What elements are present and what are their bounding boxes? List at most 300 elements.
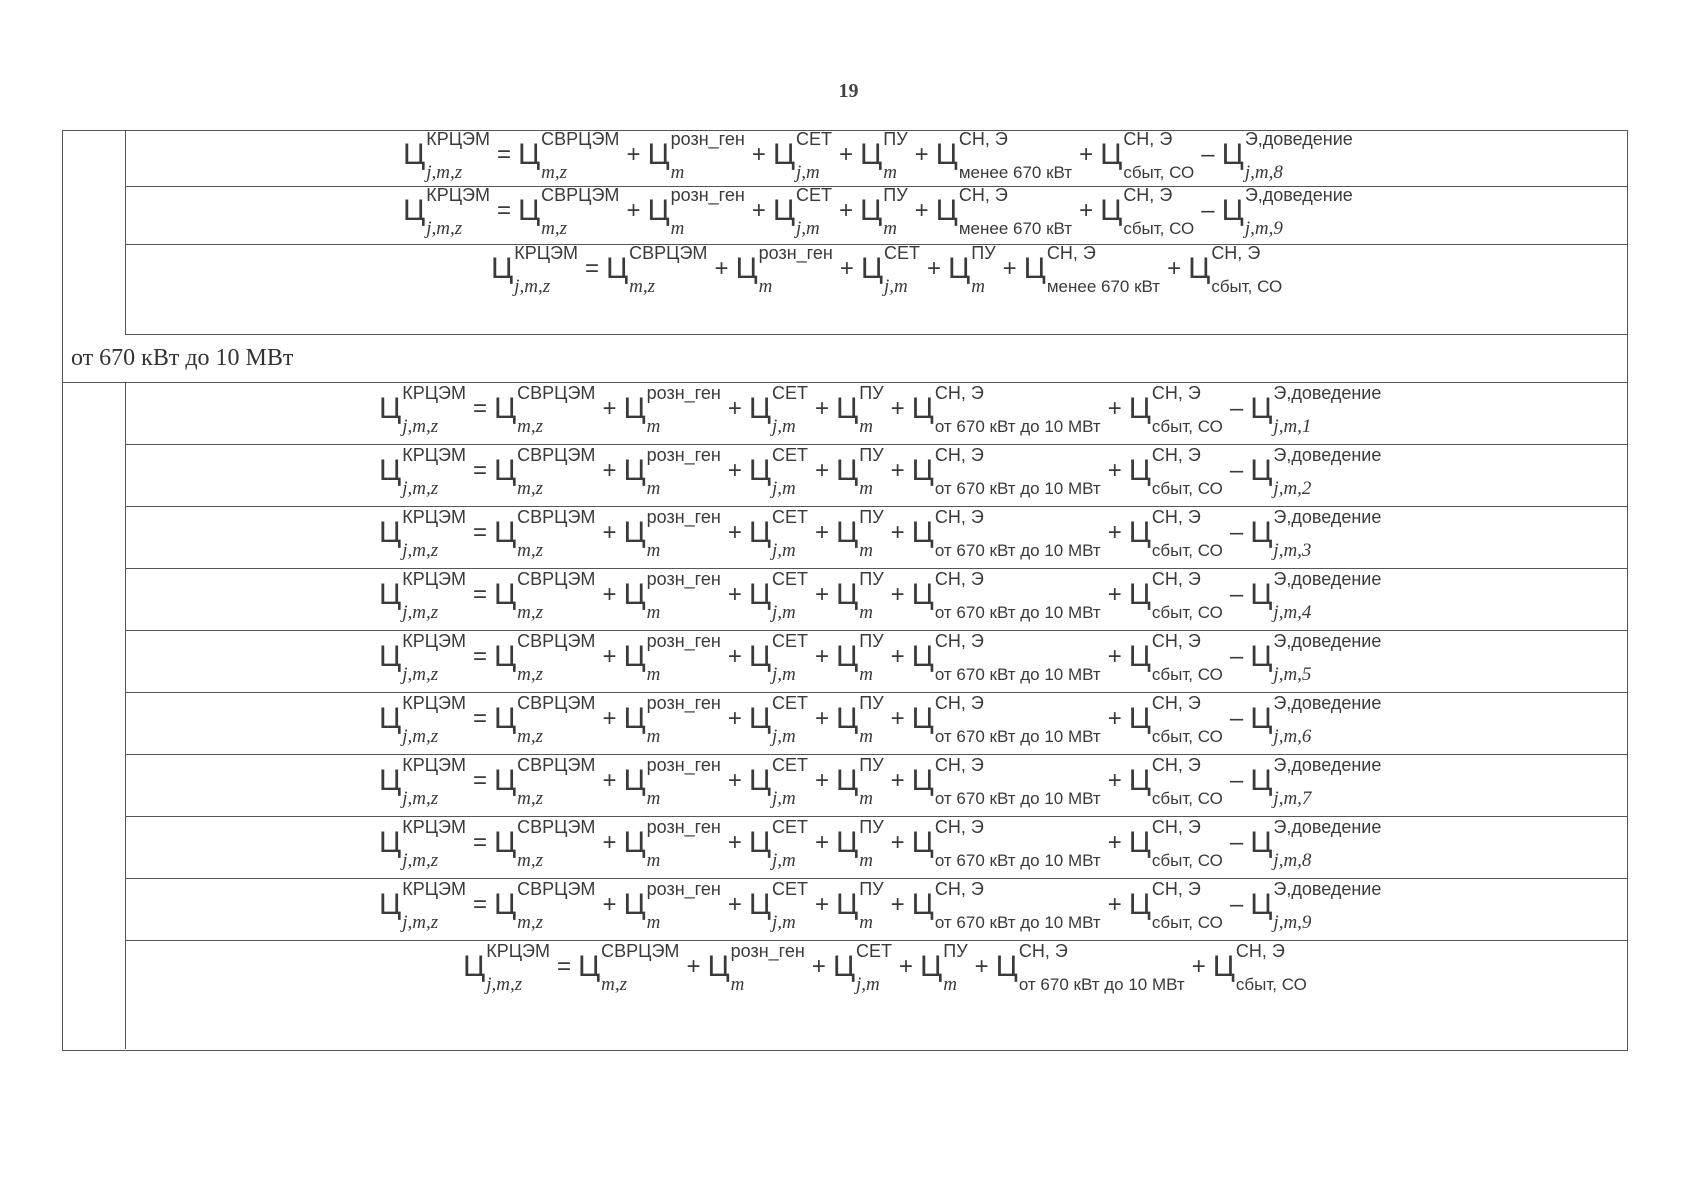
operator-plus: + (815, 829, 830, 856)
term-base: Ц (1128, 640, 1151, 673)
term-base: Ц (493, 392, 517, 425)
term-base: Ц (1128, 764, 1151, 797)
term-superscript: СН, Э (1123, 129, 1173, 149)
term-subscript: m,z (517, 416, 544, 437)
term-base: Ц (935, 138, 958, 171)
formula-term (748, 383, 809, 437)
term-base: Ц (623, 764, 646, 797)
formula-term (1250, 445, 1382, 499)
formula-term (860, 243, 921, 297)
term-superscript: СВРЦЭМ (517, 631, 596, 651)
term-subscript: m,z (517, 726, 544, 747)
formula-term (379, 383, 466, 437)
term-superscript: СН, Э (1235, 941, 1285, 961)
term-subscript: j,m,z (402, 726, 439, 747)
term-base: Ц (836, 888, 859, 921)
term-superscript: КРЦЭМ (426, 185, 490, 205)
term-superscript: ПУ (859, 879, 884, 899)
term-superscript: СН, Э (934, 383, 984, 403)
term-superscript: розн_ген (646, 507, 721, 527)
operator-plus: + (727, 581, 742, 608)
term-superscript: СВРЦЭМ (517, 693, 596, 713)
formula-term (735, 243, 833, 297)
term-superscript: СН, Э (1151, 445, 1201, 465)
operator-eq: = (472, 705, 487, 732)
term-subscript: j,m,4 (1273, 602, 1312, 623)
term-superscript: СЕТ (796, 129, 833, 149)
term-base: Ц (911, 516, 934, 549)
term-base: Ц (1250, 392, 1273, 425)
term-subscript: от 670 кВт до 10 МВт (934, 603, 1101, 622)
operator-plus: + (1107, 519, 1122, 546)
term-base: Ц (748, 454, 772, 487)
operator-plus: + (815, 891, 830, 918)
term-superscript: СН, Э (934, 817, 984, 837)
term-superscript: розн_ген (758, 243, 833, 263)
operator-eq: = (556, 953, 571, 980)
term-base: Ц (577, 950, 601, 983)
term-base: Ц (1128, 826, 1151, 859)
formula-term (836, 569, 884, 623)
term-superscript: СН, Э (1151, 569, 1201, 589)
term-subscript: от 670 кВт до 10 МВт (1018, 975, 1185, 994)
term-superscript: СВРЦЭМ (541, 185, 620, 205)
term-superscript: Э,доведение (1273, 631, 1382, 651)
formula-term (493, 569, 596, 623)
formula-term (1100, 185, 1195, 238)
term-subscript: m (646, 726, 661, 747)
term-superscript: СВРЦЭМ (517, 755, 596, 775)
term-base: Ц (379, 640, 402, 673)
term-superscript: СЕТ (772, 383, 809, 403)
term-subscript: от 670 кВт до 10 МВт (934, 541, 1101, 560)
formula-term (623, 569, 721, 623)
term-base: Ц (707, 950, 730, 983)
term-base: Ц (1128, 888, 1151, 921)
term-subscript: от 670 кВт до 10 МВт (934, 665, 1101, 684)
operator-plus: + (1079, 141, 1094, 168)
term-subscript: m (646, 912, 661, 933)
term-subscript: j,m (772, 540, 796, 561)
term-superscript: КРЦЭМ (402, 631, 466, 651)
term-superscript: СН, Э (1151, 693, 1201, 713)
term-superscript: СН, Э (1151, 507, 1201, 527)
formula-term (517, 129, 620, 183)
term-superscript: Э,доведение (1273, 817, 1382, 837)
formula-term (748, 879, 809, 933)
term-base: Ц (836, 764, 859, 797)
operator-minus: – (1201, 141, 1215, 168)
term-subscript: m (859, 788, 873, 809)
operator-plus: + (890, 643, 905, 670)
term-subscript: j,m,z (402, 664, 439, 685)
operator-plus: + (602, 581, 617, 608)
term-superscript: ПУ (859, 383, 884, 403)
term-base: Ц (379, 702, 402, 735)
term-subscript: m,z (517, 850, 544, 871)
term-base: Ц (860, 252, 884, 285)
term-subscript: от 670 кВт до 10 МВт (934, 913, 1101, 932)
formula-term (647, 129, 745, 183)
formula-term (623, 383, 721, 437)
term-subscript: m,z (629, 276, 656, 297)
term-base: Ц (1221, 194, 1244, 227)
term-base: Ц (605, 252, 629, 285)
term-subscript: m (670, 218, 685, 239)
term-base: Ц (995, 950, 1018, 983)
term-superscript: Э,доведение (1273, 879, 1382, 899)
operator-plus: + (815, 395, 830, 422)
term-base: Ц (911, 578, 934, 611)
term-superscript: ПУ (971, 243, 996, 263)
formula-term (623, 445, 721, 499)
term-subscript: m (646, 416, 661, 437)
operator-plus: + (1107, 767, 1122, 794)
operator-plus: + (815, 767, 830, 794)
operator-plus: + (1167, 255, 1182, 282)
term-superscript: СН, Э (1151, 879, 1201, 899)
term-base: Ц (403, 138, 426, 171)
formula-term (1250, 569, 1382, 623)
operator-plus: + (626, 141, 641, 168)
formula-term (1128, 445, 1223, 498)
term-base: Ц (772, 194, 796, 227)
operator-plus: + (686, 953, 701, 980)
term-base: Ц (911, 826, 934, 859)
term-subscript: m (670, 162, 685, 183)
term-subscript: от 670 кВт до 10 МВт (934, 851, 1101, 870)
term-subscript: m (646, 602, 661, 623)
operator-plus: + (899, 953, 914, 980)
term-base: Ц (493, 454, 517, 487)
operator-eq: = (472, 395, 487, 422)
term-subscript: m,z (541, 218, 568, 239)
formula-term (493, 383, 596, 437)
term-base: Ц (379, 392, 402, 425)
term-base: Ц (1250, 888, 1273, 921)
operator-plus: + (1191, 953, 1206, 980)
formula-term (911, 817, 1101, 870)
operator-plus: + (890, 829, 905, 856)
term-subscript: m (859, 726, 873, 747)
term-base: Ц (379, 888, 402, 921)
term-subscript: m,z (517, 664, 544, 685)
term-subscript: менее 670 кВт (958, 163, 1073, 182)
term-subscript: j,m (772, 850, 796, 871)
term-superscript: СН, Э (934, 631, 984, 651)
term-superscript: ПУ (883, 185, 908, 205)
operator-minus: – (1229, 891, 1244, 918)
formula-term (1128, 755, 1223, 808)
formula-term (995, 941, 1185, 994)
formula-term (836, 631, 884, 685)
formula-term (836, 879, 884, 933)
operator-plus: + (1107, 891, 1122, 918)
term-base: Ц (1212, 950, 1235, 983)
term-subscript: от 670 кВт до 10 МВт (934, 727, 1101, 746)
term-superscript: КРЦЭМ (426, 129, 490, 149)
term-superscript: ПУ (859, 693, 884, 713)
term-subscript: сбыт, СО (1151, 851, 1223, 870)
term-superscript: Э,доведение (1273, 383, 1382, 403)
formula-term (860, 129, 908, 183)
term-base: Ц (517, 138, 541, 171)
formula-term (379, 879, 466, 933)
term-base: Ц (735, 252, 758, 285)
term-superscript: ПУ (859, 569, 884, 589)
operator-minus: – (1229, 519, 1244, 546)
term-superscript: СЕТ (796, 185, 833, 205)
term-superscript: ПУ (859, 755, 884, 775)
term-base: Ц (836, 392, 859, 425)
term-subscript: j,m,3 (1273, 540, 1312, 561)
formula-term (911, 569, 1101, 622)
operator-plus: + (890, 457, 905, 484)
term-subscript: m,z (517, 788, 544, 809)
formula-term (1212, 941, 1307, 994)
term-subscript: m,z (541, 162, 568, 183)
term-superscript: СВРЦЭМ (517, 445, 596, 465)
term-subscript: j,m,5 (1273, 664, 1312, 685)
term-subscript: m (859, 602, 873, 623)
term-subscript: менее 670 кВт (1046, 277, 1161, 296)
term-subscript: m (758, 276, 773, 297)
term-superscript: Э,доведение (1273, 755, 1382, 775)
term-superscript: розн_ген (670, 129, 745, 149)
term-subscript: m (859, 416, 873, 437)
term-superscript: СВРЦЭМ (517, 569, 596, 589)
term-base: Ц (1128, 392, 1151, 425)
term-base: Ц (911, 640, 934, 673)
term-superscript: розн_ген (646, 383, 721, 403)
term-superscript: ПУ (859, 507, 884, 527)
term-subscript: m,z (517, 478, 544, 499)
term-base: Ц (836, 454, 859, 487)
term-subscript: сбыт, СО (1123, 163, 1195, 182)
formula-term (1128, 383, 1223, 436)
term-base: Ц (623, 888, 646, 921)
operator-plus: + (751, 197, 766, 224)
term-superscript: Э,доведение (1273, 445, 1382, 465)
operator-plus: + (626, 197, 641, 224)
term-subscript: j,m (796, 162, 820, 183)
term-base: Ц (911, 454, 934, 487)
operator-plus: + (727, 891, 742, 918)
operator-plus: + (727, 767, 742, 794)
term-subscript: j,m,1 (1273, 416, 1312, 437)
formula-term (1250, 817, 1382, 871)
formula-term (748, 631, 809, 685)
term-superscript: розн_ген (646, 817, 721, 837)
term-subscript: сбыт, СО (1151, 541, 1223, 560)
operator-minus: – (1229, 581, 1244, 608)
term-base: Ц (379, 454, 402, 487)
formula-term (860, 185, 908, 239)
term-superscript: розн_ген (646, 445, 721, 465)
term-base: Ц (1188, 252, 1211, 285)
term-base: Ц (860, 194, 883, 227)
term-superscript: СН, Э (1151, 383, 1201, 403)
operator-minus: – (1229, 767, 1244, 794)
term-subscript: сбыт, СО (1151, 417, 1223, 436)
term-subscript: m (859, 478, 873, 499)
operator-plus: + (927, 255, 942, 282)
term-base: Ц (1250, 702, 1273, 735)
term-superscript: СВРЦЭМ (517, 383, 596, 403)
operator-eq: = (496, 141, 511, 168)
formula-term (1128, 631, 1223, 684)
operator-plus: + (727, 829, 742, 856)
term-superscript: ПУ (943, 941, 968, 961)
term-subscript: m (883, 218, 897, 239)
term-superscript: КРЦЭМ (402, 693, 466, 713)
term-subscript: m,z (601, 974, 628, 995)
term-subscript: m,z (517, 540, 544, 561)
term-superscript: ПУ (859, 631, 884, 651)
price-formula (379, 755, 1382, 809)
term-base: Ц (493, 888, 517, 921)
term-base: Ц (1023, 252, 1046, 285)
formula-term (1250, 879, 1382, 933)
operator-plus: + (602, 829, 617, 856)
term-superscript: КРЦЭМ (486, 941, 550, 961)
formula-term (935, 129, 1073, 182)
operator-plus: + (839, 197, 854, 224)
term-base: Ц (623, 578, 646, 611)
formula-term (836, 693, 884, 747)
term-base: Ц (920, 950, 943, 983)
price-formula (379, 445, 1382, 499)
operator-plus: + (1079, 197, 1094, 224)
term-subscript: j,m,9 (1244, 218, 1283, 239)
operator-plus: + (602, 643, 617, 670)
operator-eq: = (472, 643, 487, 670)
term-subscript: j,m,z (426, 162, 463, 183)
term-base: Ц (379, 578, 402, 611)
operator-eq: = (472, 519, 487, 546)
term-superscript: ПУ (859, 817, 884, 837)
formula-term (1188, 243, 1283, 296)
term-superscript: СН, Э (1123, 185, 1173, 205)
term-subscript: j,m,2 (1273, 478, 1312, 499)
operator-plus: + (602, 395, 617, 422)
term-base: Ц (491, 252, 514, 285)
term-superscript: СН, Э (1151, 755, 1201, 775)
formula-term (1250, 507, 1382, 561)
term-base: Ц (935, 194, 958, 227)
operator-plus: + (890, 891, 905, 918)
term-superscript: ПУ (859, 445, 884, 465)
operator-plus: + (751, 141, 766, 168)
formula-term (1128, 507, 1223, 560)
operator-minus: – (1201, 197, 1215, 224)
operator-plus: + (727, 643, 742, 670)
term-subscript: m,z (517, 602, 544, 623)
term-superscript: СЕТ (856, 941, 893, 961)
operator-plus: + (602, 519, 617, 546)
formula-term (491, 243, 578, 297)
formula-term (1250, 755, 1382, 809)
term-base: Ц (1100, 138, 1123, 171)
term-superscript: СН, Э (934, 445, 984, 465)
operator-plus: + (602, 767, 617, 794)
term-base: Ц (748, 640, 772, 673)
term-base: Ц (647, 194, 670, 227)
operator-plus: + (815, 519, 830, 546)
term-superscript: СЕТ (884, 243, 921, 263)
operator-eq: = (472, 581, 487, 608)
formula-term (836, 817, 884, 871)
term-base: Ц (623, 702, 646, 735)
formula-term (836, 383, 884, 437)
term-subscript: j,m,7 (1273, 788, 1312, 809)
term-base: Ц (623, 454, 646, 487)
term-subscript: от 670 кВт до 10 МВт (934, 789, 1101, 808)
term-superscript: розн_ген (646, 569, 721, 589)
formula-term (911, 507, 1101, 560)
term-base: Ц (911, 888, 934, 921)
formula-term (1023, 243, 1161, 296)
term-subscript: m (859, 850, 873, 871)
formula-term (623, 507, 721, 561)
page-number: 19 (838, 80, 859, 102)
operator-plus: + (815, 643, 830, 670)
operator-plus: + (1002, 255, 1017, 282)
term-base: Ц (911, 764, 934, 797)
term-base: Ц (493, 640, 517, 673)
term-base: Ц (623, 392, 646, 425)
operator-plus: + (974, 953, 989, 980)
term-superscript: СН, Э (958, 185, 1008, 205)
term-base: Ц (623, 826, 646, 859)
formula-term (623, 631, 721, 685)
term-superscript: СН, Э (1211, 243, 1261, 263)
term-base: Ц (493, 826, 517, 859)
term-base: Ц (403, 194, 426, 227)
term-subscript: сбыт, СО (1151, 603, 1223, 622)
term-superscript: СН, Э (1046, 243, 1096, 263)
term-base: Ц (748, 826, 772, 859)
term-superscript: розн_ген (730, 941, 805, 961)
term-superscript: КРЦЭМ (402, 445, 466, 465)
formula-term (647, 185, 745, 239)
term-superscript: СН, Э (934, 879, 984, 899)
formula-term (748, 507, 809, 561)
term-base: Ц (463, 950, 486, 983)
term-subscript: сбыт, СО (1211, 277, 1283, 296)
formula-term (1250, 383, 1382, 437)
term-base: Ц (911, 392, 934, 425)
price-formula (491, 243, 1283, 297)
term-subscript: j,m (796, 218, 820, 239)
term-base: Ц (1128, 578, 1151, 611)
term-subscript: j,m (884, 276, 908, 297)
formula-term (623, 693, 721, 747)
term-base: Ц (379, 826, 402, 859)
term-superscript: СН, Э (934, 755, 984, 775)
price-formula (379, 569, 1382, 623)
formula-term (623, 817, 721, 871)
formula-term (403, 185, 490, 239)
term-superscript: Э,доведение (1273, 507, 1382, 527)
term-superscript: Э,доведение (1244, 129, 1353, 149)
operator-plus: + (714, 255, 729, 282)
price-formula (463, 941, 1307, 995)
term-base: Ц (748, 702, 772, 735)
formula-term (1128, 693, 1223, 746)
formula-term (1128, 879, 1223, 932)
term-base: Ц (1250, 764, 1273, 797)
